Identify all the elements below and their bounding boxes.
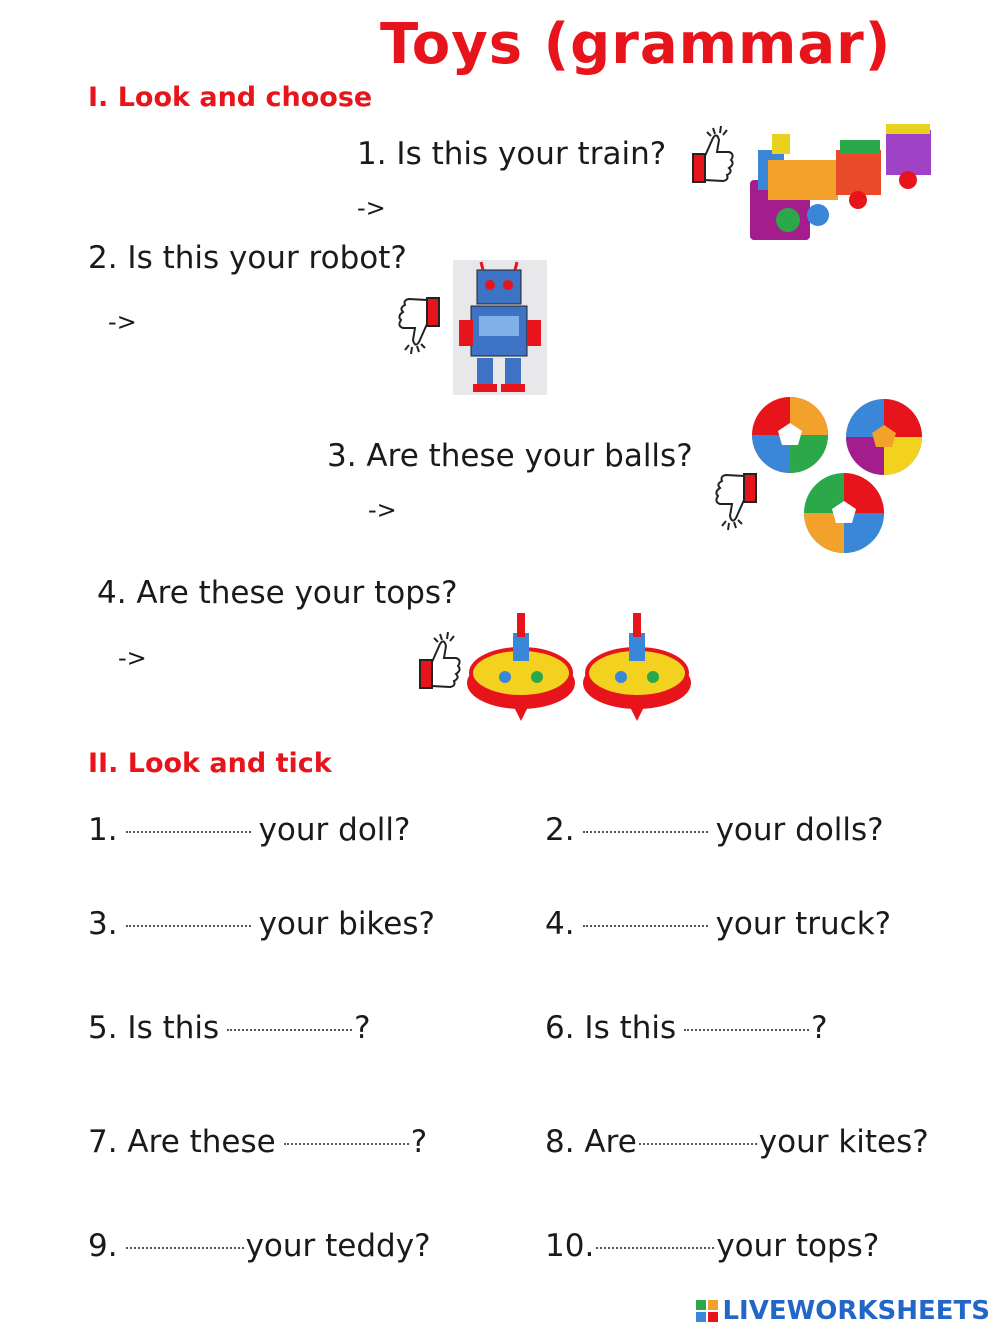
tick-item-7 bbox=[88, 1124, 427, 1160]
toy-balls-image bbox=[750, 395, 936, 555]
page-title: Toys (grammar) bbox=[380, 12, 892, 77]
logo-blocks-icon bbox=[696, 1300, 718, 1322]
question-3: 3. Are these your balls? bbox=[327, 438, 693, 474]
tick-item-3 bbox=[88, 906, 435, 942]
tick-item-number: 9. bbox=[88, 1228, 118, 1264]
blank-input[interactable] bbox=[639, 1142, 757, 1145]
tick-item-number: 1. bbox=[88, 812, 118, 848]
tick-item-4 bbox=[545, 906, 891, 942]
blank-input[interactable] bbox=[596, 1246, 714, 1249]
tick-item-number: 10. bbox=[545, 1228, 595, 1264]
tick-item-text: your truck? bbox=[715, 906, 892, 942]
question-4: 4. Are these your tops? bbox=[97, 575, 458, 611]
tick-item-number: 4. bbox=[545, 906, 575, 942]
blank-input[interactable] bbox=[284, 1142, 409, 1145]
tick-item-text: ? bbox=[410, 1124, 428, 1160]
tick-item-text: your tops? bbox=[716, 1228, 880, 1264]
tick-item-number: 8. Are bbox=[545, 1124, 637, 1160]
thumbs-up-icon bbox=[410, 630, 464, 694]
blank-input[interactable] bbox=[126, 1246, 244, 1249]
tick-item-9 bbox=[88, 1228, 431, 1264]
answer-2-arrow[interactable]: -> bbox=[108, 308, 137, 336]
answer-3-arrow[interactable]: -> bbox=[368, 496, 397, 524]
tick-item-1 bbox=[88, 812, 410, 848]
tick-item-number: 2. bbox=[545, 812, 575, 848]
tick-item-10 bbox=[545, 1228, 879, 1264]
blank-input[interactable] bbox=[684, 1028, 809, 1031]
toy-robot-image bbox=[453, 260, 547, 395]
tick-item-number: 6. Is this bbox=[545, 1010, 677, 1046]
blank-input[interactable] bbox=[126, 924, 251, 927]
question-2: 2. Is this your robot? bbox=[88, 240, 407, 276]
thumbs-up-icon bbox=[683, 124, 737, 188]
toy-tops-image bbox=[465, 605, 695, 725]
tick-item-8 bbox=[545, 1124, 929, 1160]
tick-item-text: ? bbox=[354, 1010, 371, 1046]
tick-item-text: ? bbox=[811, 1010, 828, 1046]
tick-item-2 bbox=[545, 812, 884, 848]
tick-item-text: your teddy? bbox=[245, 1228, 431, 1264]
answer-1-arrow[interactable]: -> bbox=[357, 194, 386, 222]
tick-item-text: your doll? bbox=[258, 812, 411, 848]
tick-item-text: your bikes? bbox=[258, 906, 435, 942]
blank-input[interactable] bbox=[583, 830, 708, 833]
question-1: 1. Is this your train? bbox=[357, 136, 667, 172]
tick-item-text: your kites? bbox=[758, 1124, 929, 1160]
blank-input[interactable] bbox=[126, 830, 251, 833]
tick-item-text: your dolls? bbox=[715, 812, 884, 848]
tick-item-number: 5. Is this bbox=[88, 1010, 220, 1046]
tick-item-number: 3. bbox=[88, 906, 118, 942]
section-2-heading: II. Look and tick bbox=[88, 748, 332, 779]
thumbs-down-icon bbox=[395, 292, 449, 356]
section-1-heading: I. Look and choose bbox=[88, 82, 373, 113]
tick-item-number: 7. Are these bbox=[88, 1124, 276, 1160]
liveworksheets-logo bbox=[696, 1296, 990, 1326]
toy-train-image bbox=[748, 120, 938, 255]
blank-input[interactable] bbox=[583, 924, 708, 927]
tick-item-5 bbox=[88, 1010, 371, 1046]
brand-name: LIVEWORKSHEETS bbox=[722, 1296, 990, 1326]
blank-input[interactable] bbox=[227, 1028, 352, 1031]
answer-4-arrow[interactable]: -> bbox=[118, 644, 147, 672]
tick-item-6 bbox=[545, 1010, 828, 1046]
